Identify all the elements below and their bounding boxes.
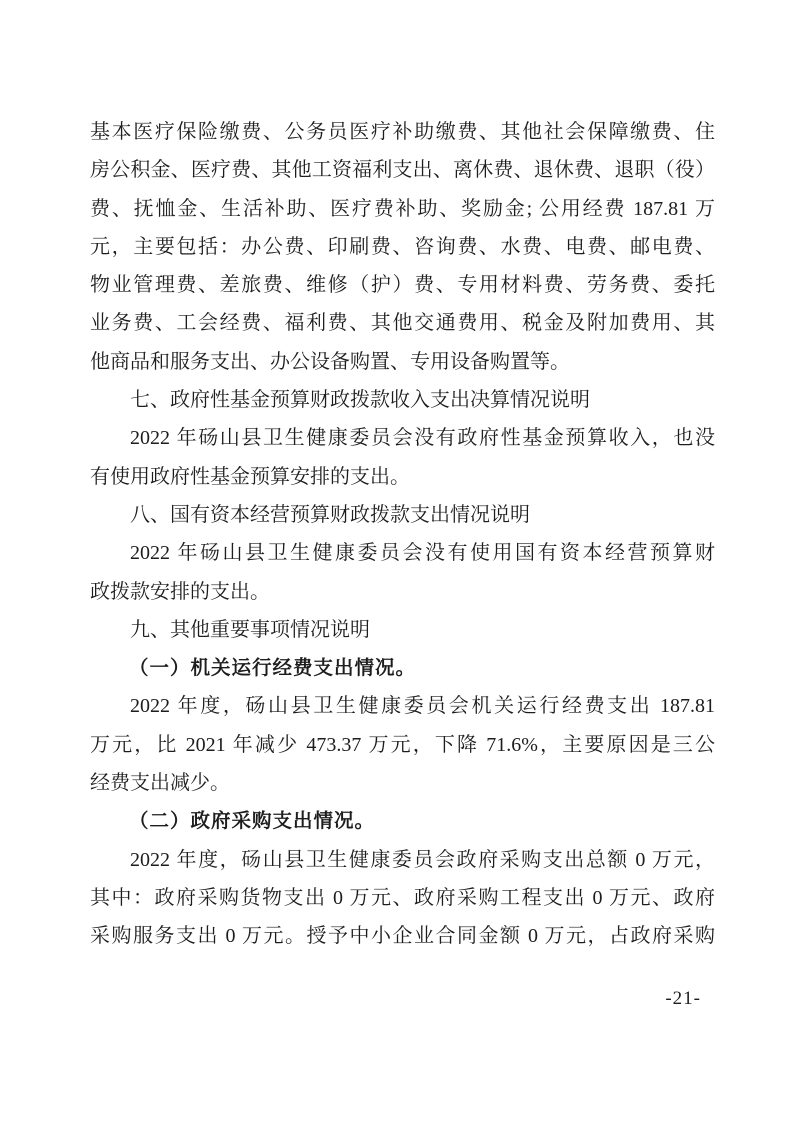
text-line: 采购服务支出 0 万元。授予中小企业合同金额 0 万元，占政府采购	[90, 925, 715, 948]
text-line: 物业管理费、差旅费、维修（护）费、专用材料费、劳务费、委托	[90, 274, 715, 297]
text-line: 经费支出减少。	[90, 772, 230, 795]
text-line: 2022 年砀山县卫生健康委员会没有政府性基金预算收入，也没	[130, 427, 715, 450]
document-body	[90, 113, 715, 956]
text-line: 基本医疗保险缴费、公务员医疗补助缴费、其他社会保障缴费、住	[90, 121, 715, 143]
text-line: 七、政府性基金预算财政拨款收入支出决算情况说明	[130, 389, 590, 412]
text-line: 2022 年砀山县卫生健康委员会没有使用国有资本经营预算财	[130, 542, 715, 565]
text-line: 费、抚恤金、生活补助、医疗费补助、奖励金; 公用经费 187.81 万	[90, 197, 715, 220]
text-line: （一）机关运行经费支出情况。	[129, 657, 417, 680]
text-line: 九、其他重要事项情况说明	[130, 618, 370, 641]
text-line: （二）政府采购支出情况。	[129, 810, 376, 833]
text-line: 房公积金、医疗费、其他工资福利支出、离休费、退休费、退职（役）	[90, 159, 715, 182]
text-line: 政拨款安排的支出。	[90, 580, 270, 603]
text-line: 2022 年度，砀山县卫生健康委员会机关运行经费支出 187.81	[130, 695, 715, 718]
text-line: 万元，比 2021 年减少 473.37 万元，下降 71.6%，主要原因是三公	[90, 733, 715, 756]
text-line: 有使用政府性基金预算安排的支出。	[90, 465, 410, 488]
text-line: 元，主要包括：办公费、印刷费、咨询费、水费、电费、邮电费、	[90, 235, 715, 258]
text-line: 他商品和服务支出、办公设备购置、专用设备购置等。	[90, 350, 570, 373]
text-line: 其中：政府采购货物支出 0 万元、政府采购工程支出 0 万元、政府	[90, 886, 715, 909]
page-number: -21-	[665, 988, 701, 1009]
text-line: 2022 年度，砀山县卫生健康委员会政府采购支出总额 0 万元，	[130, 848, 715, 871]
text-line: 业务费、工会经费、福利费、其他交通费用、税金及附加费用、其	[90, 312, 715, 335]
text-line: 八、国有资本经营预算财政拨款支出情况说明	[130, 503, 530, 526]
